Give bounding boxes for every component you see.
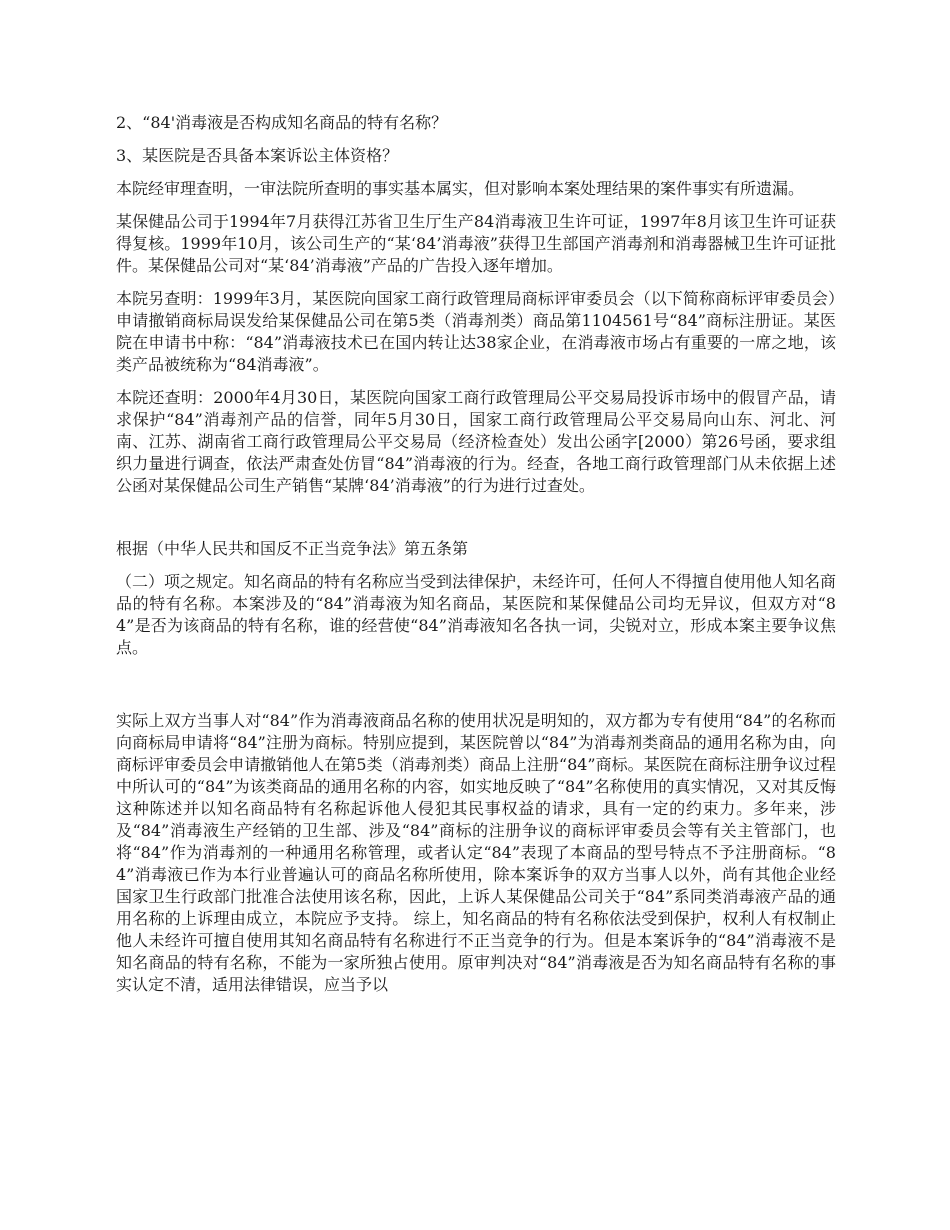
question-3: 3、某医院是否具备本案诉讼主体资格？ [116, 146, 399, 165]
conclusion-paragraph: 实际上双方当事人对“84”作为消毒液商品名称的使用状况是明知的，双方都为专有使用“84”的名称而向商标局申请将“84”注册为商标。特别应提到，某医院曾以“84”为消毒剂类商品的通用名称为由，向商标评审委员会申请撤销他人在第5类（消毒剂类）商品上注册“84”商标。某医院在商标注册争议过程中所认可的“84”为该类商品的通用名称的内容，如实地反映了“84”名称使用的真实情况，又对其反悔这种陈述并以知名商品特有名称起诉他人侵犯其民事权益的请求，具有一定的约束力。多年来，涉及“84”消毒液生产经销的卫生部、涉及“84”商标的注册争议的商标评审委员会等有关主管部门，也将“84”作为消毒剂的一种通用名称管理，或者认定“84”表现了本商品的型号特点不予注册商标。“84”消毒液已作为本行业普遍认可的商品名称所使用，除本案诉争的双方当事人以外，尚有其他企业经国家卫生行政部门批准合法使用该名称，因此，上诉人某保健品公司关于“84”系同类消毒液产品的通用名称的上诉理由成立，本院应予支持。 综上，知名商品的特有名称依法受到保护，权利人有权制止他人未经许可擅自使用其知名商品特有名称进行不正当竞争的行为。但是本案诉争的“84”消毒液不是知名商品的特有名称，不能为一家所独占使用。原审判决对“84”消毒液是否为知名商品特有名称的事实认定不清，适用法律错误，应当予以 [116, 711, 836, 994]
legal-basis-heading: 根据（中华人民共和国反不正当竞争法》第五条第 [116, 539, 469, 558]
question-2: 2、“84'消毒液是否构成知名商品的特有名称？ [116, 113, 448, 132]
spacer [116, 508, 836, 538]
spacer [116, 670, 836, 710]
court-review-finding: 本院经审理查明，一审法院所查明的事实基本属实，但对影响本案处理结果的案件事实有所遗漏。 [116, 179, 805, 198]
legal-provision-paragraph: （二）项之规定。知名商品的特有名称应当受到法律保护，未经许可，任何人不得擅自使用他人知名商品的特有名称。本案涉及的“84”消毒液为知名商品，某医院和某保健品公司均无异议，但双方对“84”是否为该商品的特有名称，谁的经营使“84”消毒液知名各执一词，尖锐对立，形成本案主要争议焦点。 [116, 572, 837, 657]
complaint-investigation-paragraph: 本院还查明：2000年4月30日，某医院向国家工商行政管理局公平交易局投诉市场中的假冒产品，请求保护“84”消毒剂产品的信誉，同年5月30日，国家工商行政管理局公平交易局向山东、河北、河南、江苏、湖南省工商行政管理局公平交易局（经济检查处）发出公函字[2000）第26号函，要求组织力量进行调查，依法严肃查处仿冒“84”消毒液的行为。经查，各地工商行政管理部门从未依据上述公函对某保健品公司生产销售“某牌‘84’消毒液”的行为进行过查处。 [116, 388, 836, 495]
trademark-application-paragraph: 本院另查明：1999年3月，某医院向国家工商行政管理局商标评审委员会（以下简称商标评审委员会）申请撤销商标局误发给某保健品公司在第5类（消毒剂类）商品第1104561号“84”商标注册证。某医院在申请书中称：“84”消毒液技术已在国内转让达38家企业，在消毒液市场占有重要的一席之地，该类产品被统称为“84消毒液”。 [116, 289, 836, 374]
document-body [116, 112, 836, 1007]
license-history-paragraph: 某保健品公司于1994年7月获得江苏省卫生厅生产84消毒液卫生许可证，1997年8月该卫生许可证获得复核。1999年10月，该公司生产的“某‘84’消毒液”获得卫生部国产消毒剂和消毒器械卫生许可证批件。某保健品公司对“某‘84’消毒液”产品的广告投入逐年增加。 [116, 212, 836, 275]
